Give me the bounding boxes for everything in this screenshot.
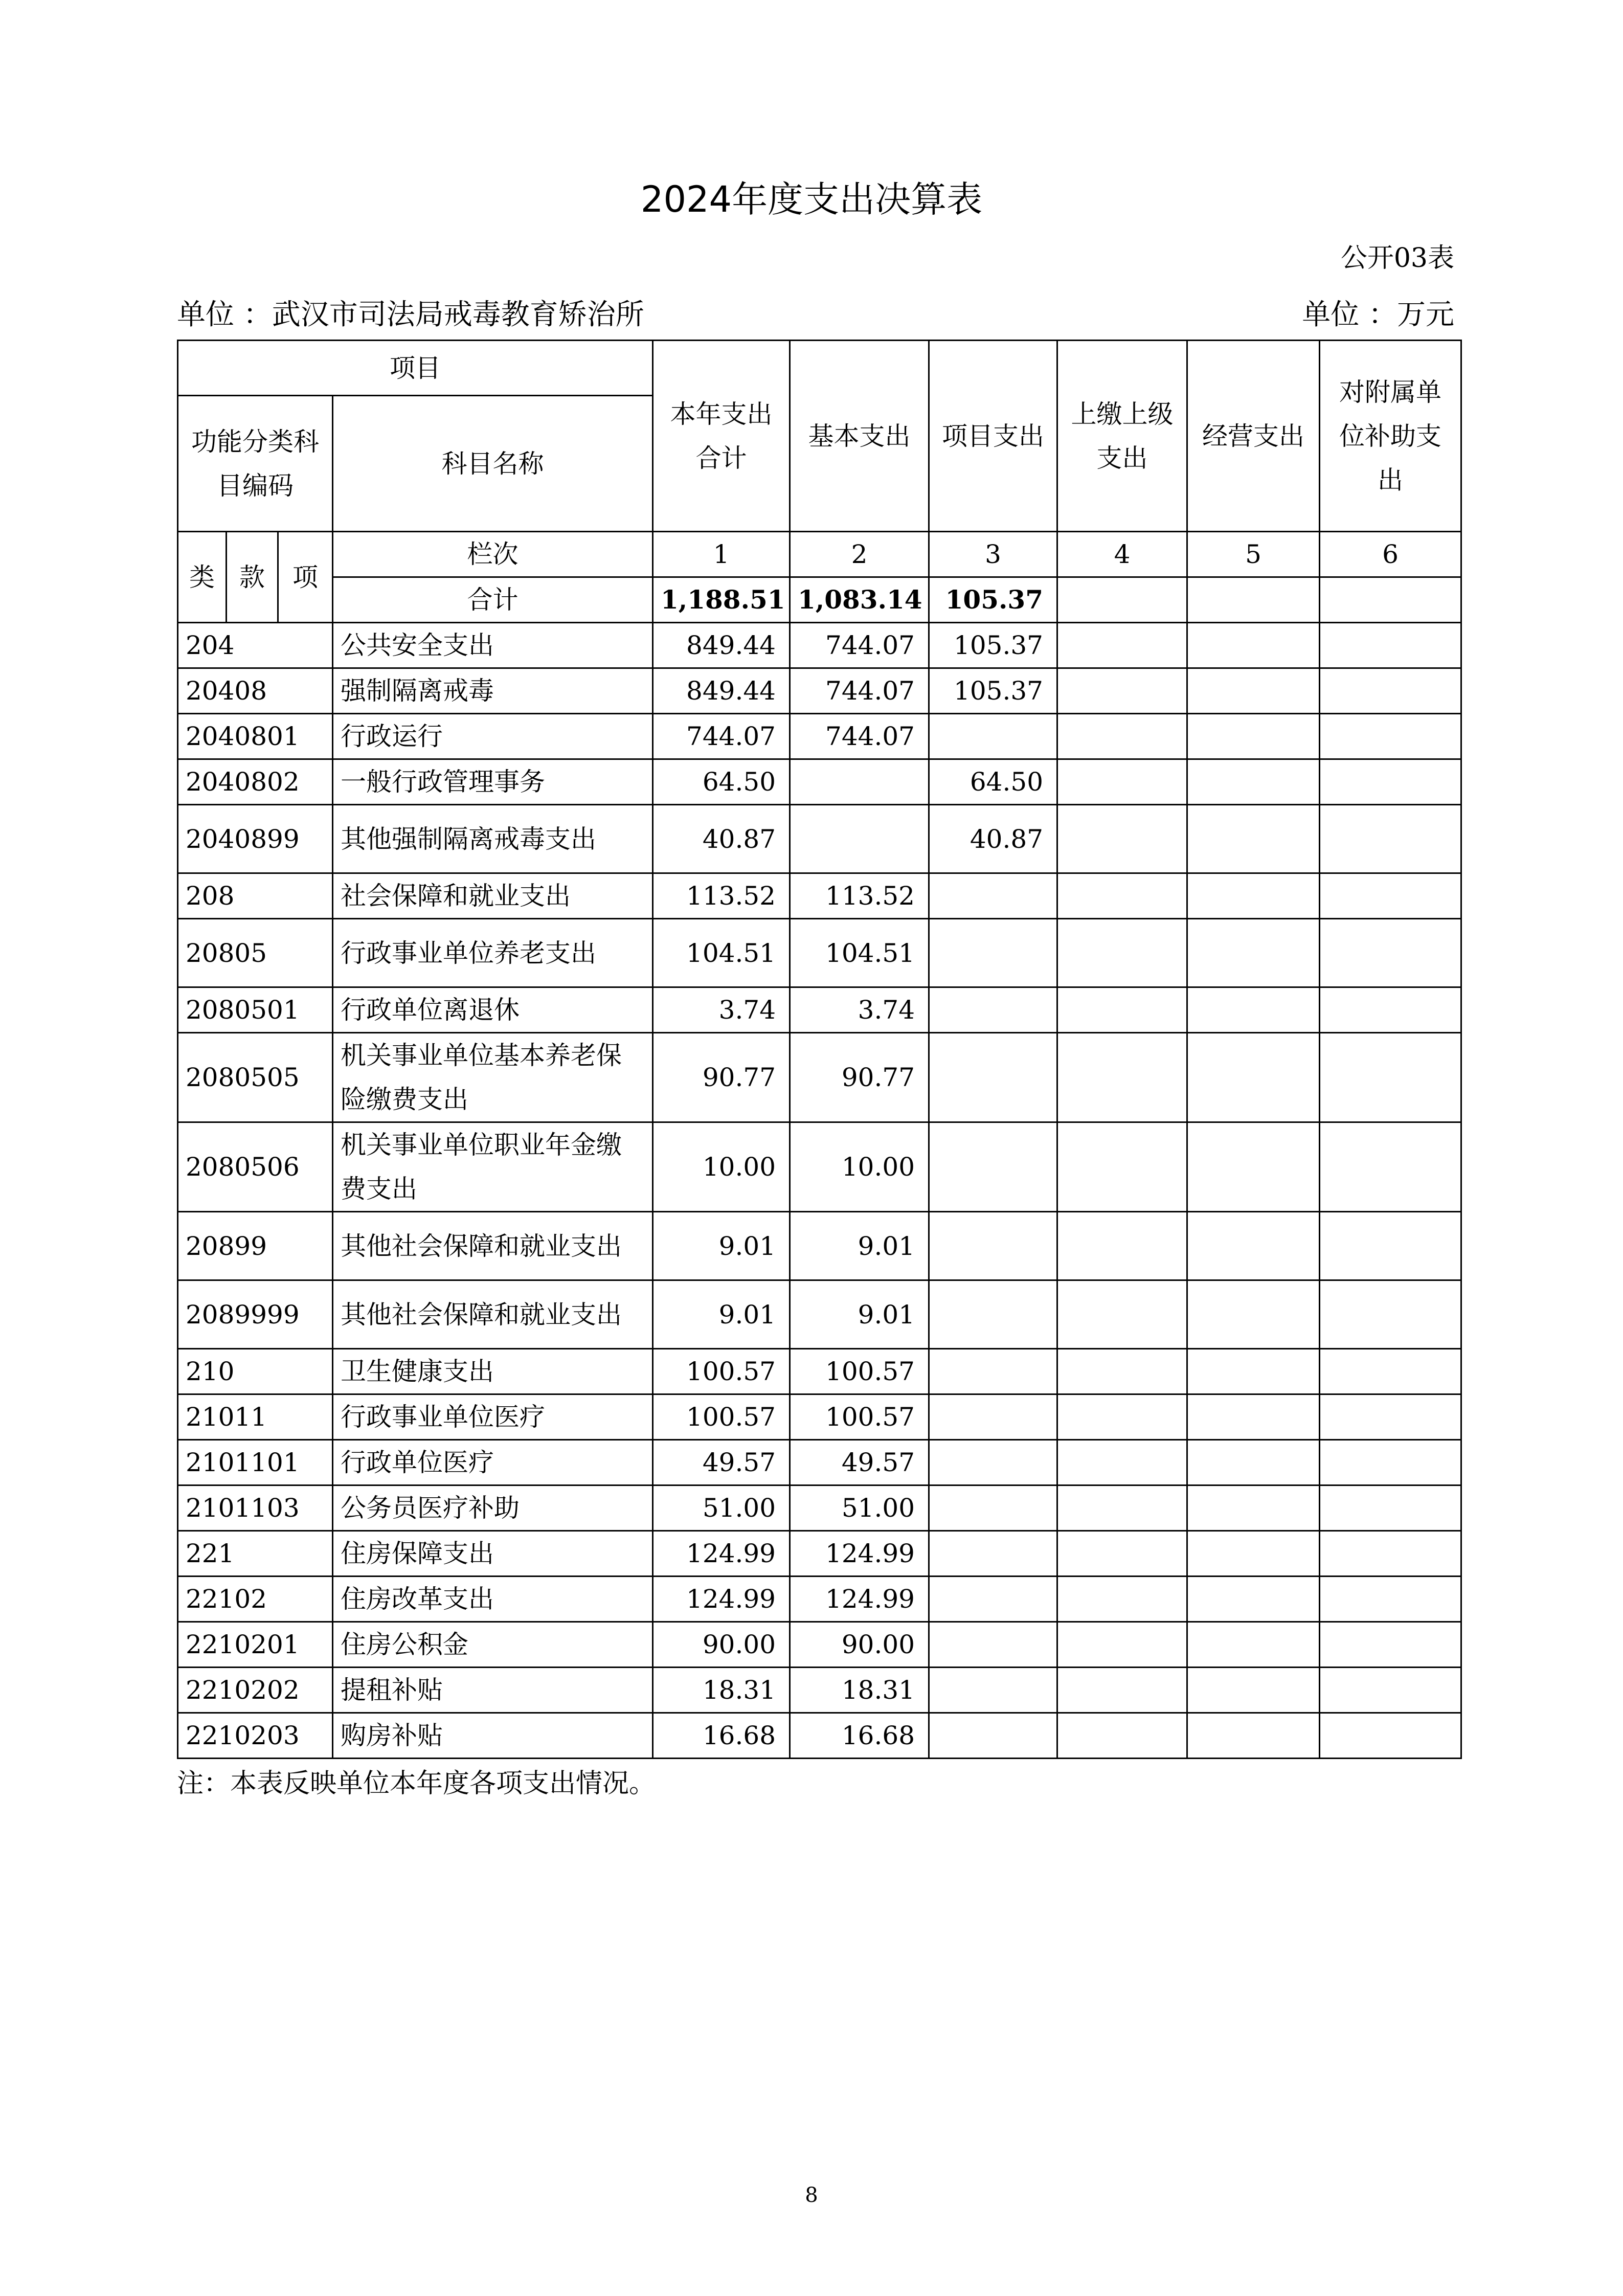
form-number: 公开03表 [1340, 243, 1454, 274]
page-number: 8 [805, 2184, 818, 2207]
row-total-expenditure: 104.51 [653, 919, 790, 987]
row-basic-expenditure: 744.07 [790, 623, 929, 668]
row-subject-name: 行政事业单位养老支出 [333, 919, 653, 987]
header-xiang: 项 [278, 532, 333, 623]
row-project-expenditure [929, 1122, 1057, 1212]
table-row [178, 1713, 1461, 1759]
row-project-expenditure [929, 1212, 1057, 1280]
row-operating-expenditure [1187, 1394, 1320, 1440]
row-subsidy-affiliates [1320, 919, 1461, 987]
row-operating-expenditure [1187, 1485, 1320, 1531]
row-project-expenditure [929, 1577, 1057, 1622]
row-total-expenditure: 10.00 [653, 1122, 790, 1212]
row-project-expenditure [929, 1668, 1057, 1713]
row-remit-superior [1057, 987, 1187, 1033]
table-row [178, 1531, 1461, 1577]
row-subject-name: 其他社会保障和就业支出 [333, 1280, 653, 1349]
row-project-expenditure: 105.37 [929, 668, 1057, 714]
row-subject-name: 行政运行 [333, 714, 653, 759]
row-basic-expenditure: 90.00 [790, 1622, 929, 1668]
row-basic-expenditure: 100.57 [790, 1394, 929, 1440]
row-subsidy-affiliates [1320, 1622, 1461, 1668]
row-project-expenditure [929, 1485, 1057, 1531]
row-total-expenditure: 49.57 [653, 1440, 790, 1485]
row-total-expenditure: 64.50 [653, 759, 790, 805]
row-subject-name: 公共安全支出 [333, 623, 653, 668]
row-total-expenditure: 124.99 [653, 1577, 790, 1622]
table-row [178, 668, 1461, 714]
row-total-expenditure: 90.00 [653, 1622, 790, 1668]
header-item: 项目 [178, 341, 653, 396]
column-index-label: 栏次 [333, 532, 653, 577]
row-total-expenditure: 9.01 [653, 1212, 790, 1280]
row-total-expenditure: 9.01 [653, 1280, 790, 1349]
row-operating-expenditure [1187, 805, 1320, 873]
row-subsidy-affiliates [1320, 1713, 1461, 1759]
row-subsidy-affiliates [1320, 759, 1461, 805]
row-remit-superior [1057, 1622, 1187, 1668]
row-remit-superior [1057, 1033, 1187, 1122]
header-kuan: 款 [227, 532, 278, 623]
row-operating-expenditure [1187, 1440, 1320, 1485]
row-operating-expenditure [1187, 1212, 1320, 1280]
row-subject-name: 其他社会保障和就业支出 [333, 1212, 653, 1280]
row-basic-expenditure: 18.31 [790, 1668, 929, 1713]
row-subject-name: 公务员医疗补助 [333, 1485, 653, 1531]
row-operating-expenditure [1187, 714, 1320, 759]
row-total-expenditure: 16.68 [653, 1713, 790, 1759]
row-subject-name: 强制隔离戒毒 [333, 668, 653, 714]
row-total-expenditure: 744.07 [653, 714, 790, 759]
column-index-2: 2 [790, 532, 929, 577]
row-project-expenditure [929, 1280, 1057, 1349]
row-operating-expenditure [1187, 873, 1320, 919]
row-remit-superior [1057, 1394, 1187, 1440]
row-remit-superior [1057, 668, 1187, 714]
row-subject-name: 其他强制隔离戒毒支出 [333, 805, 653, 873]
row-remit-superior [1057, 805, 1187, 873]
row-code: 2040899 [178, 805, 333, 873]
row-basic-expenditure: 104.51 [790, 919, 929, 987]
total-row [178, 577, 1461, 623]
table-row [178, 1280, 1461, 1349]
row-code: 2040801 [178, 714, 333, 759]
row-project-expenditure [929, 1394, 1057, 1440]
row-project-expenditure: 105.37 [929, 623, 1057, 668]
row-code: 204 [178, 623, 333, 668]
header-col1: 本年支出合计 [653, 341, 790, 532]
header-col6: 对附属单位补助支出 [1320, 341, 1461, 532]
row-operating-expenditure [1187, 1280, 1320, 1349]
row-remit-superior [1057, 1440, 1187, 1485]
total-col4 [1057, 577, 1187, 623]
expenditure-table [177, 340, 1462, 1759]
row-subsidy-affiliates [1320, 1668, 1461, 1713]
row-total-expenditure: 849.44 [653, 623, 790, 668]
row-subject-name: 提租补贴 [333, 1668, 653, 1713]
row-project-expenditure [929, 1440, 1057, 1485]
row-subsidy-affiliates [1320, 668, 1461, 714]
row-code: 210 [178, 1349, 333, 1394]
table-row [178, 759, 1461, 805]
row-subsidy-affiliates [1320, 1485, 1461, 1531]
row-basic-expenditure: 9.01 [790, 1280, 929, 1349]
table-row [178, 987, 1461, 1033]
row-remit-superior [1057, 1713, 1187, 1759]
row-total-expenditure: 40.87 [653, 805, 790, 873]
row-code: 2080501 [178, 987, 333, 1033]
total-col5 [1187, 577, 1320, 623]
row-operating-expenditure [1187, 1531, 1320, 1577]
row-subsidy-affiliates [1320, 1033, 1461, 1122]
row-basic-expenditure: 9.01 [790, 1212, 929, 1280]
reporting-unit: 单位 ：武汉市司法局戒毒教育矫治所 [177, 298, 644, 331]
row-subsidy-affiliates [1320, 1280, 1461, 1349]
row-basic-expenditure [790, 805, 929, 873]
row-basic-expenditure: 113.52 [790, 873, 929, 919]
row-basic-expenditure: 51.00 [790, 1485, 929, 1531]
row-operating-expenditure [1187, 1622, 1320, 1668]
row-operating-expenditure [1187, 919, 1320, 987]
row-total-expenditure: 51.00 [653, 1485, 790, 1531]
header-col2: 基本支出 [790, 341, 929, 532]
row-code: 221 [178, 1531, 333, 1577]
total-col2: 1,083.14 [790, 577, 929, 623]
table-row [178, 873, 1461, 919]
table-row [178, 919, 1461, 987]
row-code: 2040802 [178, 759, 333, 805]
row-project-expenditure [929, 873, 1057, 919]
row-operating-expenditure [1187, 1349, 1320, 1394]
row-remit-superior [1057, 1212, 1187, 1280]
table-row [178, 1577, 1461, 1622]
row-code: 2080506 [178, 1122, 333, 1212]
table-row [178, 1668, 1461, 1713]
row-basic-expenditure: 3.74 [790, 987, 929, 1033]
row-operating-expenditure [1187, 1577, 1320, 1622]
row-project-expenditure [929, 1033, 1057, 1122]
row-basic-expenditure: 90.77 [790, 1033, 929, 1122]
row-project-expenditure: 40.87 [929, 805, 1057, 873]
row-subject-name: 购房补贴 [333, 1713, 653, 1759]
header-func-code: 功能分类科目编码 [178, 396, 333, 532]
row-operating-expenditure [1187, 1033, 1320, 1122]
row-code: 20805 [178, 919, 333, 987]
table-row [178, 1394, 1461, 1440]
header-col4: 上缴上级支出 [1057, 341, 1187, 532]
row-project-expenditure [929, 1531, 1057, 1577]
row-project-expenditure [929, 1622, 1057, 1668]
total-col3: 105.37 [929, 577, 1057, 623]
row-subsidy-affiliates [1320, 1122, 1461, 1212]
row-code: 20408 [178, 668, 333, 714]
row-remit-superior [1057, 1577, 1187, 1622]
row-subject-name: 行政事业单位医疗 [333, 1394, 653, 1440]
row-subsidy-affiliates [1320, 1577, 1461, 1622]
row-remit-superior [1057, 1122, 1187, 1212]
row-operating-expenditure [1187, 759, 1320, 805]
row-basic-expenditure: 124.99 [790, 1531, 929, 1577]
row-basic-expenditure: 100.57 [790, 1349, 929, 1394]
row-remit-superior [1057, 623, 1187, 668]
row-remit-superior [1057, 759, 1187, 805]
row-project-expenditure [929, 919, 1057, 987]
row-subsidy-affiliates [1320, 623, 1461, 668]
row-code: 21011 [178, 1394, 333, 1440]
table-row [178, 714, 1461, 759]
page-title: 2024年度支出决算表 [640, 178, 983, 220]
row-code: 2101101 [178, 1440, 333, 1485]
row-subject-name: 住房公积金 [333, 1622, 653, 1668]
row-code: 2210203 [178, 1713, 333, 1759]
row-operating-expenditure [1187, 1713, 1320, 1759]
row-remit-superior [1057, 1280, 1187, 1349]
row-remit-superior [1057, 1531, 1187, 1577]
row-remit-superior [1057, 1485, 1187, 1531]
row-remit-superior [1057, 1668, 1187, 1713]
header-col5: 经营支出 [1187, 341, 1320, 532]
row-subject-name: 行政单位离退休 [333, 987, 653, 1033]
row-code: 2210201 [178, 1622, 333, 1668]
row-total-expenditure: 100.57 [653, 1349, 790, 1394]
row-total-expenditure: 100.57 [653, 1394, 790, 1440]
row-project-expenditure [929, 714, 1057, 759]
row-subsidy-affiliates [1320, 805, 1461, 873]
total-col1: 1,188.51 [653, 577, 790, 623]
table-row [178, 1349, 1461, 1394]
total-label: 合计 [333, 577, 653, 623]
row-code: 2101103 [178, 1485, 333, 1531]
row-total-expenditure: 113.52 [653, 873, 790, 919]
row-subject-name: 行政单位医疗 [333, 1440, 653, 1485]
row-total-expenditure: 3.74 [653, 987, 790, 1033]
row-subject-name: 卫生健康支出 [333, 1349, 653, 1394]
table-row [178, 1033, 1461, 1122]
row-subject-name: 住房保障支出 [333, 1531, 653, 1577]
table-row [178, 1622, 1461, 1668]
row-basic-expenditure: 10.00 [790, 1122, 929, 1212]
row-subsidy-affiliates [1320, 1440, 1461, 1485]
header-lei: 类 [178, 532, 227, 623]
header-col3: 项目支出 [929, 341, 1057, 532]
column-index-4: 4 [1057, 532, 1187, 577]
row-remit-superior [1057, 919, 1187, 987]
row-operating-expenditure [1187, 1122, 1320, 1212]
row-project-expenditure [929, 1713, 1057, 1759]
row-subsidy-affiliates [1320, 987, 1461, 1033]
table-row [178, 1440, 1461, 1485]
row-operating-expenditure [1187, 987, 1320, 1033]
table-row [178, 1485, 1461, 1531]
row-total-expenditure: 124.99 [653, 1531, 790, 1577]
row-subject-name: 社会保障和就业支出 [333, 873, 653, 919]
column-index-1: 1 [653, 532, 790, 577]
row-subsidy-affiliates [1320, 873, 1461, 919]
row-operating-expenditure [1187, 623, 1320, 668]
row-operating-expenditure [1187, 668, 1320, 714]
row-subsidy-affiliates [1320, 1394, 1461, 1440]
row-basic-expenditure: 744.07 [790, 714, 929, 759]
row-subsidy-affiliates [1320, 1531, 1461, 1577]
column-index-3: 3 [929, 532, 1057, 577]
row-basic-expenditure: 49.57 [790, 1440, 929, 1485]
table-row [178, 1122, 1461, 1212]
row-project-expenditure: 64.50 [929, 759, 1057, 805]
row-subsidy-affiliates [1320, 1349, 1461, 1394]
total-col6 [1320, 577, 1461, 623]
column-index-6: 6 [1320, 532, 1461, 577]
row-code: 20899 [178, 1212, 333, 1280]
row-remit-superior [1057, 1349, 1187, 1394]
header-subject-name: 科目名称 [333, 396, 653, 532]
row-subsidy-affiliates [1320, 714, 1461, 759]
row-code: 2080505 [178, 1033, 333, 1122]
row-total-expenditure: 18.31 [653, 1668, 790, 1713]
row-code: 22102 [178, 1577, 333, 1622]
row-total-expenditure: 90.77 [653, 1033, 790, 1122]
row-basic-expenditure: 744.07 [790, 668, 929, 714]
table-note: 注：本表反映单位本年度各项支出情况。 [177, 1768, 656, 1799]
row-subsidy-affiliates [1320, 1212, 1461, 1280]
row-code: 208 [178, 873, 333, 919]
column-index-5: 5 [1187, 532, 1320, 577]
table-row [178, 1212, 1461, 1280]
row-basic-expenditure [790, 759, 929, 805]
row-subject-name: 机关事业单位职业年金缴费支出 [333, 1122, 653, 1212]
row-basic-expenditure: 124.99 [790, 1577, 929, 1622]
row-subject-name: 住房改革支出 [333, 1577, 653, 1622]
table-row [178, 623, 1461, 668]
row-basic-expenditure: 16.68 [790, 1713, 929, 1759]
row-remit-superior [1057, 714, 1187, 759]
row-project-expenditure [929, 987, 1057, 1033]
row-project-expenditure [929, 1349, 1057, 1394]
row-total-expenditure: 849.44 [653, 668, 790, 714]
row-code: 2089999 [178, 1280, 333, 1349]
row-subject-name: 一般行政管理事务 [333, 759, 653, 805]
table-row [178, 805, 1461, 873]
row-remit-superior [1057, 873, 1187, 919]
row-operating-expenditure [1187, 1668, 1320, 1713]
row-code: 2210202 [178, 1668, 333, 1713]
currency-unit: 单位 ：万元 [1302, 298, 1454, 331]
row-subject-name: 机关事业单位基本养老保险缴费支出 [333, 1033, 653, 1122]
